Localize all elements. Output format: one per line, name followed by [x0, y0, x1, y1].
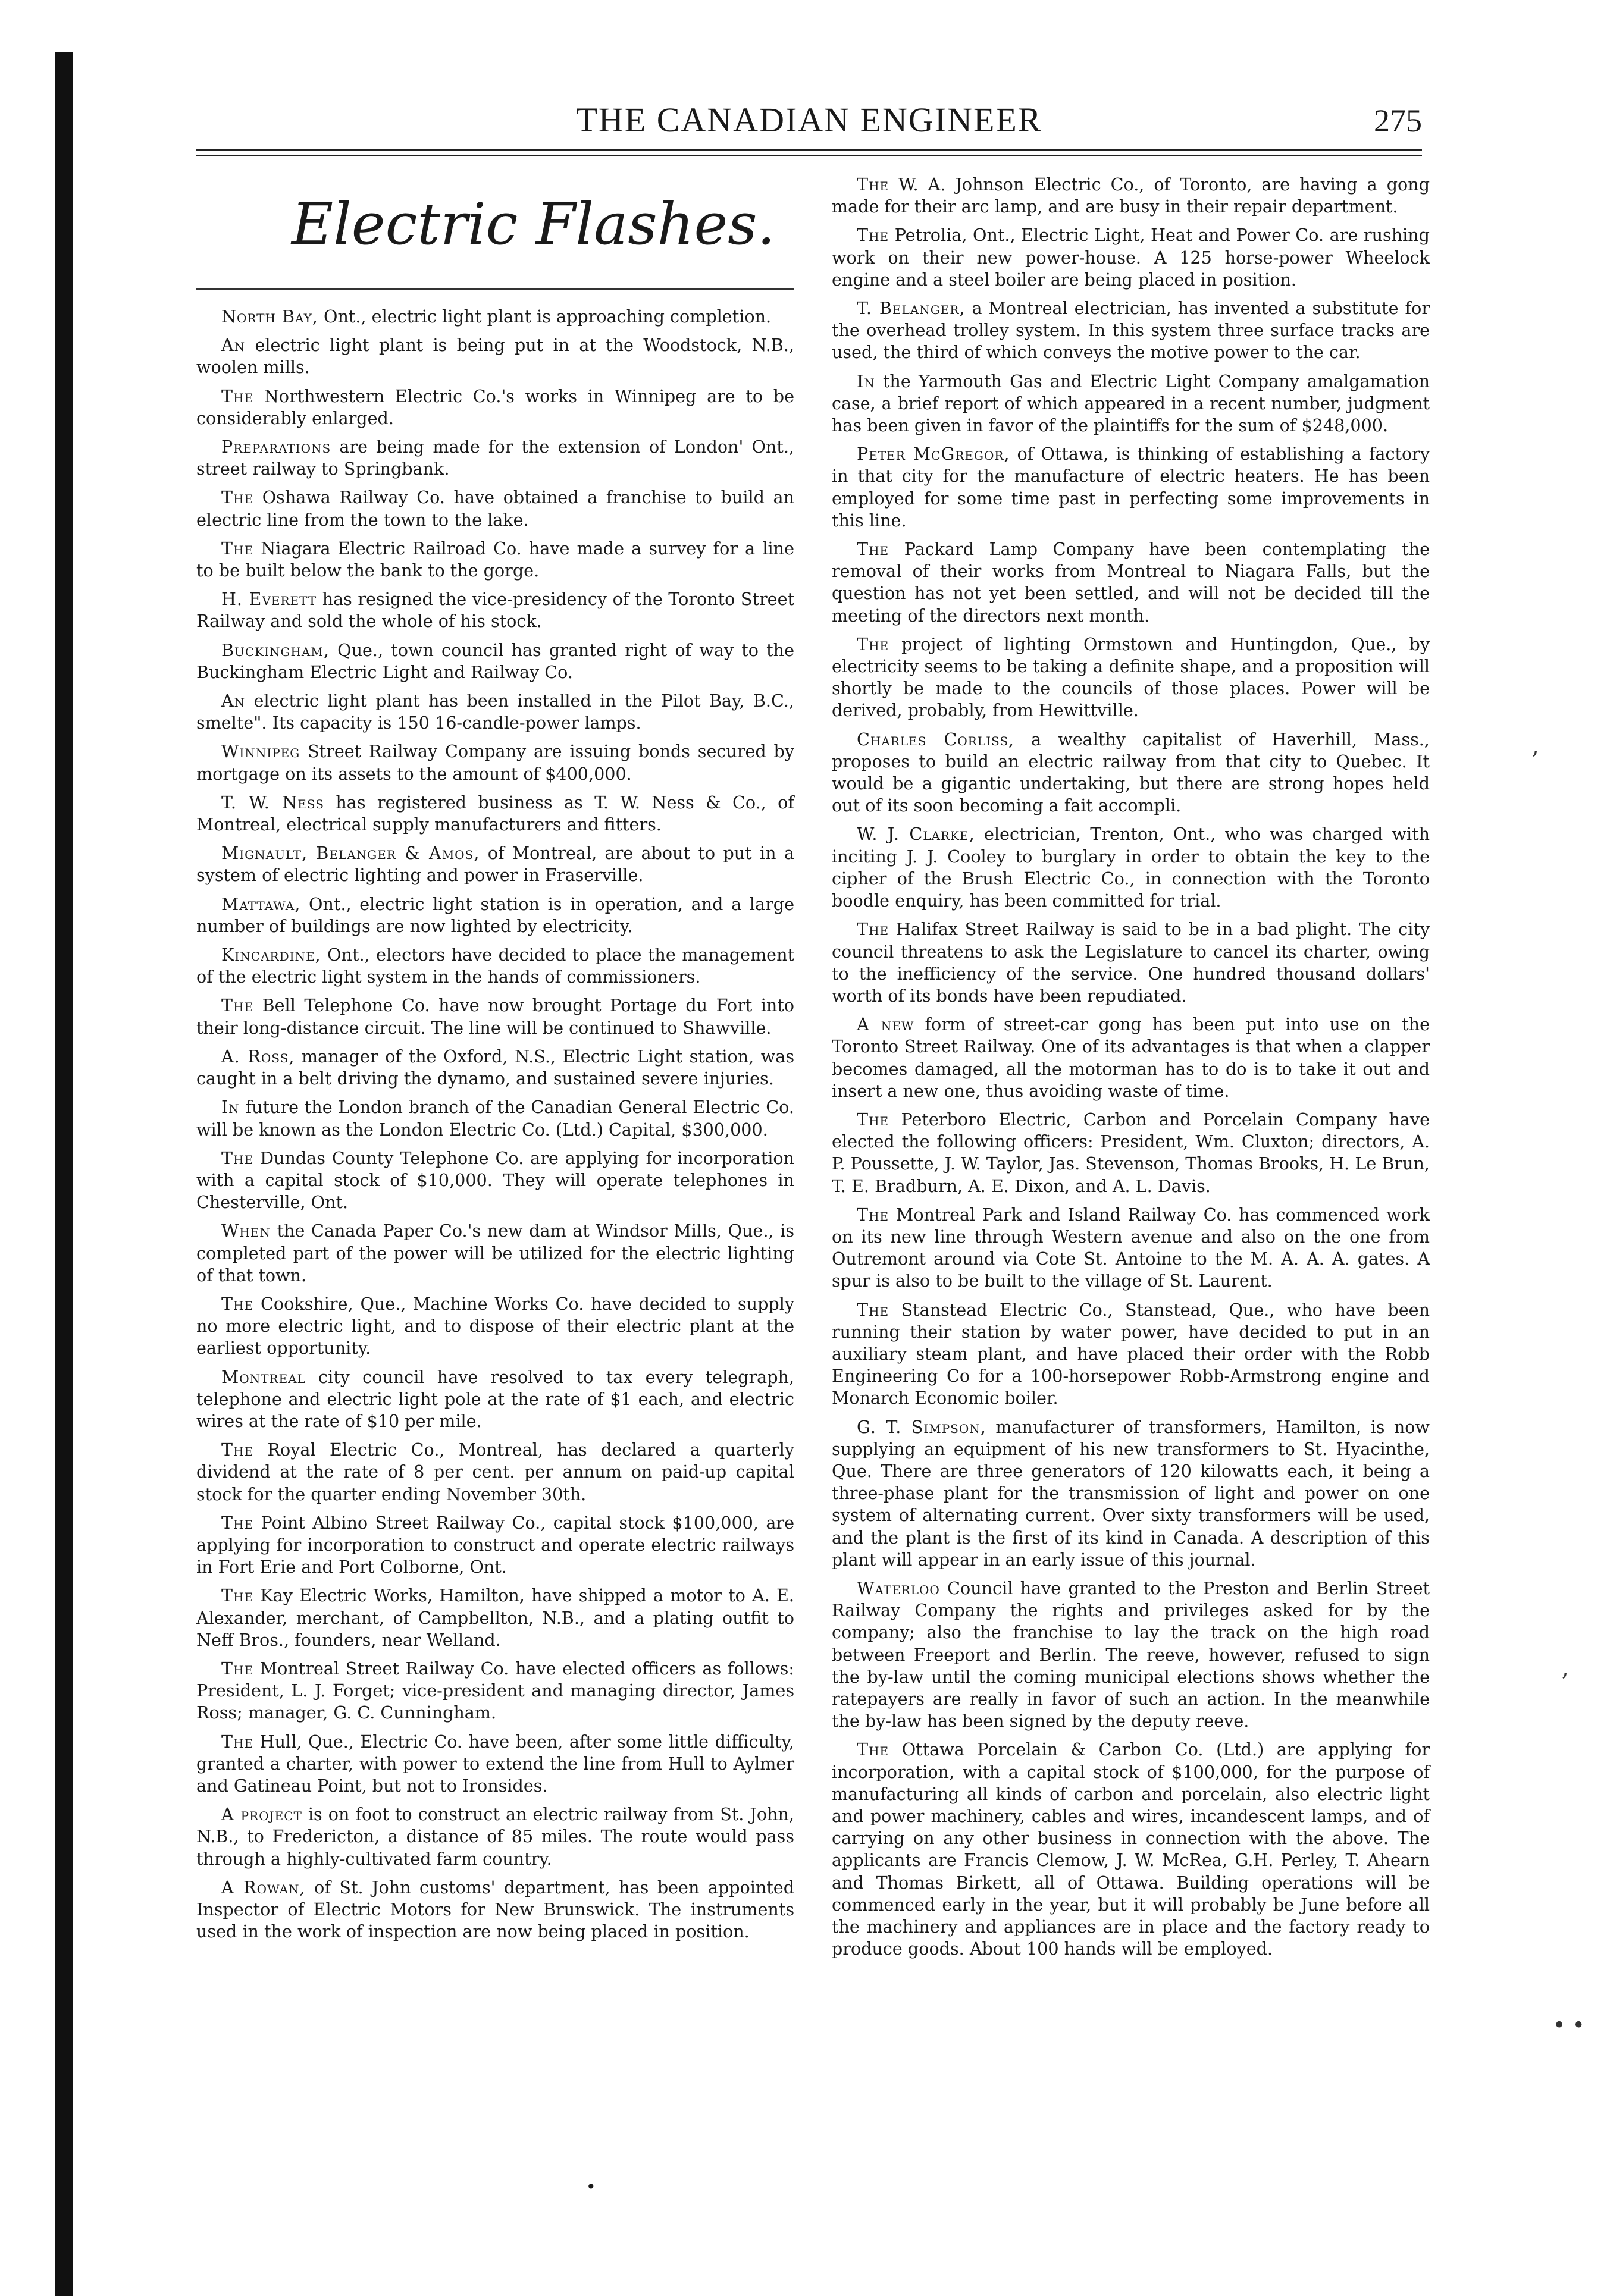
- news-item-text: Ont., electric light station is in operation, and a large number of buildings are now lighted by electricity.: [196, 893, 794, 936]
- news-item: [196, 639, 794, 683]
- news-item-lead: Montreal: [221, 1366, 306, 1387]
- news-item: [196, 944, 794, 988]
- news-item-text: Packard Lamp Company have been contemplating the removal of their works from Montreal to Niagara Falls, but the question has not yet been settled, and will not be decided till the meeting of the directors next month.: [832, 539, 1430, 626]
- news-item-lead: The: [221, 1147, 254, 1168]
- news-item-lead: Charles Corliss,: [857, 729, 1015, 749]
- news-item-lead: The: [221, 1293, 254, 1314]
- section-title: [196, 170, 794, 277]
- news-item: [196, 1147, 794, 1214]
- news-item: [196, 1439, 794, 1505]
- left-column: [196, 170, 794, 1949]
- news-item-lead: T. Belanger,: [857, 298, 966, 319]
- news-item-text: manufacturer of transformers, Hamilton, is now supplying an equipment of his new transformers to St. Hyacinthe, Que. There are three generators of 120 kilowatts each, it being a three-phase plant for the transmission of light and power on one system of alternating current. Over sixty transformers will be used, and the plant is the first of its kind in Canada. A description of this plant will appear in an early issue of this journal.: [832, 1416, 1430, 1570]
- news-item-lead: Kincardine,: [221, 945, 321, 965]
- news-item-text: of Ottawa, is thinking of establishing a factory in that city for the manufacture of electric heaters. He has been employed for some time past in perfecting some improvements in this line.: [832, 444, 1430, 531]
- news-item: [832, 224, 1430, 291]
- news-item-lead: The: [221, 1585, 254, 1606]
- news-item-lead: Waterloo: [857, 1577, 940, 1598]
- news-item: [196, 1731, 794, 1798]
- news-item: [196, 1585, 794, 1651]
- news-item-lead: The: [857, 633, 889, 654]
- news-item-lead: The: [221, 538, 254, 559]
- news-item-text: is on foot to construct an electric railway from St. John, N.B., to Fredericton, a distance of 85 miles. The route would pass through a highly-cultivated farm country.: [196, 1804, 794, 1869]
- news-item-text: Royal Electric Co., Montreal, has declared a quarterly dividend at the rate of 8 per cent. per annum on paid-up capital stock for the quarter ending November 30th.: [196, 1439, 794, 1504]
- news-item-lead: The: [857, 919, 889, 940]
- news-item-text: Ont., electors have decided to place the management of the electric light system in the hands of commissioners.: [196, 945, 794, 987]
- news-item-text: the Yarmouth Gas and Electric Light Company amalgamation case, a brief report of which appeared in a recent number, judgment has been given in favor of the plaintiffs for the sum of $248,000.: [832, 371, 1430, 436]
- news-item-lead: North Bay,: [221, 306, 318, 327]
- news-item: [832, 1014, 1430, 1102]
- news-item: [196, 306, 794, 328]
- news-item: [196, 1803, 794, 1870]
- news-item: [832, 1109, 1430, 1197]
- news-item-text: Kay Electric Works, Hamilton, have shipped a motor to A. E. Alexander, merchant, of Campbellton, N.B., and a plating outfit to Neff Bros., founders, near Welland.: [196, 1585, 794, 1650]
- news-item-lead: A Rowan,: [221, 1877, 306, 1897]
- news-item-lead: The: [857, 1739, 889, 1760]
- news-item: [832, 633, 1430, 722]
- news-item-text: a Montreal electrician, has invented a substitute for the overhead trolley system. In this system three surface tracks are used, the third of which conveys the motive power to the car.: [832, 298, 1430, 363]
- news-item-lead: H. Everett: [221, 589, 317, 610]
- news-item: [196, 893, 794, 937]
- news-item-text: of St. John customs' department, has been appointed Inspector of Electric Motors for New Brunswick. The instruments used in the work of inspection are now being placed in position.: [196, 1877, 794, 1942]
- news-item-text: Montreal Street Railway Co. have elected officers as follows: President, L. J. Forget; vice-president and managing director, James Ross; manager, G. C. Cunningham.: [196, 1658, 794, 1723]
- end-mark: •: [586, 2177, 596, 2197]
- margin-mark: ,: [1532, 735, 1539, 759]
- news-item-lead: Winnipeg: [221, 741, 300, 762]
- news-item-text: Que., town council has granted right of way to the Buckingham Electric Light and Railway Co.: [196, 639, 794, 682]
- margin-mark: • •: [1553, 2013, 1585, 2038]
- news-item-lead: Mignault, Belanger & Amos,: [221, 843, 480, 864]
- news-item-lead: Mattawa,: [221, 893, 301, 914]
- news-item: [832, 1204, 1430, 1293]
- news-item-text: are being made for the extension of London' Ont., street railway to Springbank.: [196, 437, 794, 479]
- news-item-lead: The: [857, 174, 889, 195]
- news-item: [832, 371, 1430, 437]
- news-item-text: electric light plant has been installed in the Pilot Bay, B.C., smelte". Its capacity is 150 16-candle-power lamps.: [196, 691, 794, 733]
- news-item: [196, 1366, 794, 1433]
- news-item: [196, 690, 794, 734]
- news-item-text: manager of the Oxford, N.S., Electric Light station, was caught in a belt driving the dynamo, and sustained severe injuries.: [196, 1046, 794, 1089]
- news-item-text: has resigned the vice-presidency of the Toronto Street Railway and sold the whole of his stock.: [196, 589, 794, 632]
- news-item: [832, 729, 1430, 817]
- news-item: [832, 823, 1430, 912]
- news-item: [832, 1299, 1430, 1410]
- news-item-lead: An: [221, 691, 246, 711]
- news-item-lead: W. J. Clarke,: [857, 824, 975, 845]
- news-item: [196, 1512, 794, 1579]
- news-item-lead: In: [221, 1097, 240, 1118]
- news-item-lead: Buckingham,: [221, 639, 330, 660]
- news-item-text: Dundas County Telephone Co. are applying for incorporation with a capital stock of $10,000. They will operate telephones in Chesterville, Ont.: [196, 1147, 794, 1213]
- news-item-text: Niagara Electric Railroad Co. have made a survey for a line to be built below the bank to the gorge.: [196, 538, 794, 581]
- news-item: [196, 588, 794, 632]
- news-item-lead: The: [857, 1299, 889, 1320]
- news-item-text: Hull, Que., Electric Co. have been, after some little difficulty, granted a charter, with power to extend the line from Hull to Aylmer and Gatineau Point, but not to Ironsides.: [196, 1731, 794, 1796]
- news-item: [832, 297, 1430, 364]
- news-item-text: Ottawa Porcelain & Carbon Co. (Ltd.) are applying for incorporation, with a capital stock of $100,000, for the purpose of manufacturing all kinds of carbon and porcelain, also electric light and power machinery, cables and wires, incandescent lamps, and of carrying on any other business in connection with the above. The applicants are Francis Clemow, J. W. McRea, G.H. Perley, T. Ahearn and Thomas Birkett, all of Ottawa. Building operations will be commenced early in the year, but it will probably be June before all the machinery and appliances are in place and the factory ready to produce goods. About 100 hands will be employed.: [832, 1739, 1430, 1959]
- page-number: 275: [1374, 103, 1422, 139]
- news-item: [196, 1096, 794, 1140]
- news-item-lead: The: [221, 1731, 254, 1752]
- right-article-list: [832, 174, 1430, 1960]
- news-item-lead: The: [857, 1109, 889, 1130]
- news-item: [196, 538, 794, 582]
- news-item-lead: The: [857, 225, 889, 246]
- news-item-text: Oshawa Railway Co. have obtained a franchise to build an electric line from the town to the lake.: [196, 487, 794, 530]
- news-item: [196, 1293, 794, 1360]
- news-item-text: electrician, Trenton, Ont., who was charged with inciting J. J. Cooley to burglary in order to obtain the key to the cipher of the Brush Electric Co., in connection with the Toronto boodle enquiry, has been committed for trial.: [832, 824, 1430, 911]
- news-item-text: form of street-car gong has been put into use on the Toronto Street Railway. One of its advantages is that when a clapper becomes damaged, all the motorman has to do is to take it out and insert a new one, thus avoiding waste of time.: [832, 1014, 1430, 1101]
- binding-edge: [55, 52, 73, 2296]
- news-item-text: Northwestern Electric Co.'s works in Winnipeg are to be considerably enlarged.: [196, 385, 794, 428]
- news-item-lead: Peter McGregor,: [857, 444, 1010, 465]
- news-item-text: Stanstead Electric Co., Stanstead, Que., who have been running their station by water power, have decided to put in an auxiliary steam plant, and have placed their order with the Robb Engineering Co for a 100-horsepower Robb-Armstrong engine and Monarch Economic boiler.: [832, 1299, 1430, 1409]
- news-item-lead: The: [221, 1439, 254, 1460]
- news-item: [196, 842, 794, 886]
- margin-mark: ,: [1562, 1657, 1569, 1681]
- news-item-text: Street Railway Company are issuing bonds secured by mortgage on its assets to the amount of $400,000.: [196, 741, 794, 784]
- news-item-lead: The: [221, 1512, 254, 1533]
- news-item: [196, 487, 794, 531]
- news-item-lead: The: [221, 1658, 254, 1679]
- news-item-lead: The: [221, 385, 254, 406]
- news-item-lead: A project: [221, 1804, 302, 1825]
- news-item: [832, 1739, 1430, 1960]
- news-item: [196, 1877, 794, 1943]
- news-item: [832, 1577, 1430, 1732]
- news-item-lead: T. W. Ness: [221, 792, 324, 813]
- news-item: [832, 174, 1430, 218]
- journal-title: THE CANADIAN ENGINEER: [576, 101, 1042, 139]
- header-rule: [196, 149, 1422, 156]
- news-item-lead: A. Ross,: [221, 1046, 295, 1067]
- news-item: [196, 1658, 794, 1724]
- news-item-text: city council have resolved to tax every telegraph, telephone and electric light pole at the rate of $1 each, and electric wires at the rate of $10 per mile.: [196, 1366, 794, 1431]
- news-item: [196, 1046, 794, 1090]
- news-item-text: electric light plant is being put in at the Woodstock, N.B., woolen mills.: [196, 335, 794, 378]
- news-item-lead: A new: [857, 1014, 914, 1035]
- news-item-text: Halifax Street Railway is said to be in a bad plight. The city council threatens to ask the Legislature to cancel its charter, owing to the inefficiency of the service. One hundred thousand dollars' worth of its bonds have been repudiated.: [832, 919, 1430, 1006]
- news-item-lead: The: [857, 1204, 889, 1225]
- news-item-text: the Canada Paper Co.'s new dam at Windsor Mills, Que., is completed part of the power will be utilized for the electric lighting of that town.: [196, 1221, 794, 1285]
- news-item-lead: G. T. Simpson,: [857, 1416, 986, 1437]
- news-item: [832, 538, 1430, 627]
- news-item-text: Point Albino Street Railway Co., capital stock $100,000, are applying for incorporation to construct and operate electric railways in Fort Erie and Port Colborne, Ont.: [196, 1512, 794, 1577]
- news-item: [196, 1220, 794, 1287]
- news-item-text: Bell Telephone Co. have now brought Portage du Fort into their long-distance circuit. The line will be continued to Shawville.: [196, 995, 794, 1038]
- news-item-lead: An: [221, 335, 246, 356]
- news-item-text: has registered business as T. W. Ness & Co., of Montreal, electrical supply manufacturers and fitters.: [196, 792, 794, 835]
- news-item: [832, 918, 1430, 1007]
- news-item-text: of Montreal, are about to put in a system of electric lighting and power in Fraserville.: [196, 843, 794, 886]
- news-item-text: future the London branch of the Canadian General Electric Co. will be known as the London Electric Co. (Ltd.) Capital, $300,000.: [196, 1097, 794, 1140]
- news-item-text: a wealthy capitalist of Haverhill, Mass., proposes to build an electric railway from that city to Quebec. It would be a gigantic undertaking, but there are strong hopes held out of its soon becoming a fait accompli.: [832, 729, 1430, 816]
- news-item-lead: In: [857, 371, 875, 391]
- news-item: [832, 443, 1430, 532]
- news-item-text: project of lighting Ormstown and Huntingdon, Que., by electricity seems to be taking a definite shape, and a proposition will shortly be made to the councils of those places. Power will be derived, probably, from Hewittville.: [832, 633, 1430, 721]
- section-title-text: Electric Flashes.: [292, 191, 776, 258]
- news-item: [196, 792, 794, 836]
- news-item-text: Peterboro Electric, Carbon and Porcelain Company have elected the following officers: President, Wm. Cluxton; directors, A. P. Poussette, J. W. Taylor, Jas. Stevenson, Thomas Brooks, H. Le Brun, T. E. Bradburn, A. E. Dixon, and A. L. Davis.: [832, 1109, 1430, 1196]
- news-item: [832, 1416, 1430, 1571]
- news-item-text: Cookshire, Que., Machine Works Co. have decided to supply no more electric light, and to dispose of their electric plant at the earliest opportunity.: [196, 1293, 794, 1359]
- news-item-lead: When: [221, 1221, 271, 1241]
- news-item: [196, 385, 794, 429]
- news-item-lead: The: [221, 487, 254, 508]
- news-item-text: Montreal Park and Island Railway Co. has commenced work on its new line through Western avenue and also on the one from Outremont around via Cote St. Antoine to the M. A. A. A. gates. A spur is also to be built to the village of St. Laurent.: [832, 1204, 1430, 1291]
- news-item-text: Petrolia, Ont., Electric Light, Heat and Power Co. are rushing work on their new power-house. A 125 horse-power Wheelock engine and a steel boiler are being placed in position.: [832, 225, 1430, 290]
- section-rule: [196, 288, 794, 290]
- news-item: [196, 995, 794, 1039]
- news-item-text: W. A. Johnson Electric Co., of Toronto, are having a gong made for their arc lamp, and are busy in their repair department.: [832, 174, 1430, 217]
- news-item: [196, 436, 794, 480]
- page-header: [196, 100, 1422, 153]
- section-title-lettering: [286, 181, 776, 271]
- news-item-lead: The: [221, 995, 254, 1016]
- news-item-text: Council have granted to the Preston and Berlin Street Railway Company the rights and privileges asked for by the company; also the franchise to lay the track on the high road between Freeport and Berlin. The reeve, however, refused to sign the by-law until the coming municipal elections shows whether the ratepayers are really in favor of such an action. In the meanwhile the by-law has been signed by the deputy reeve.: [832, 1577, 1430, 1732]
- left-article-list: [196, 306, 794, 1943]
- news-item-lead: The: [857, 539, 889, 560]
- right-column: [832, 174, 1430, 1966]
- news-item: [196, 334, 794, 378]
- news-item: [196, 741, 794, 785]
- news-item-text: Ont., electric light plant is approaching completion.: [318, 306, 772, 327]
- news-item-lead: Preparations: [221, 437, 331, 457]
